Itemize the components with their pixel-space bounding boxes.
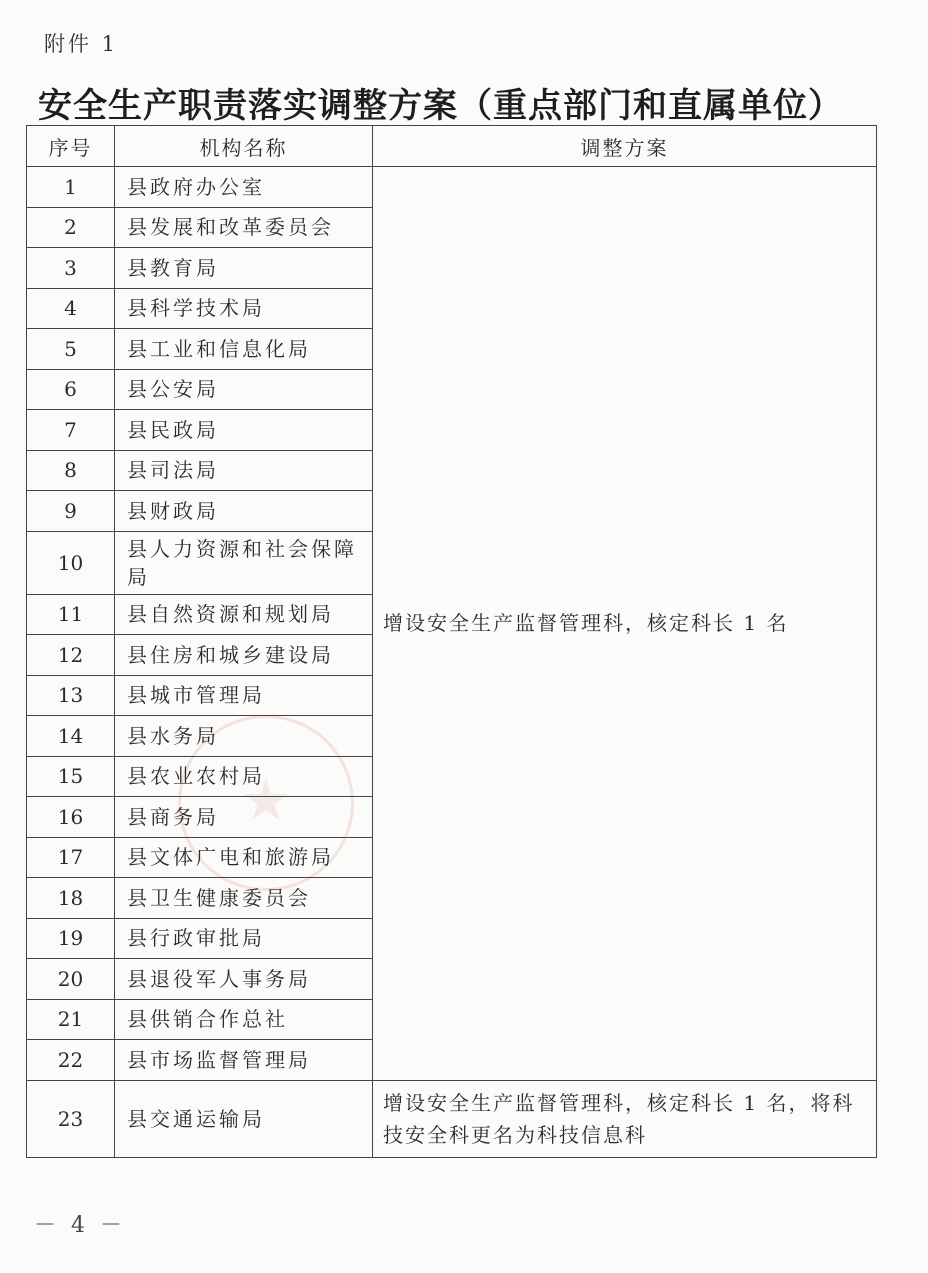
row-serial-no: 16 [27,797,115,838]
row-org-name: 县科学技术局 [115,288,373,329]
header-org-name: 机构名称 [115,126,373,167]
shared-plan-cell: 增设安全生产监督管理科，核定科长 1 名 [373,167,877,1081]
row-serial-no: 1 [27,167,115,208]
table-row [27,1080,877,1157]
row-org-name: 县交通运输局 [115,1080,373,1157]
row-serial-no: 17 [27,837,115,878]
row-org-name: 县退役军人事务局 [115,959,373,1000]
row-serial-no: 12 [27,635,115,676]
row-org-name: 县司法局 [115,450,373,491]
page-title: 安全生产职责落实调整方案（重点部门和直属单位） [38,86,843,126]
row-org-name: 县行政审批局 [115,918,373,959]
row-org-name: 县财政局 [115,491,373,532]
row-serial-no: 19 [27,918,115,959]
row-serial-no: 13 [27,675,115,716]
row-serial-no: 18 [27,878,115,919]
row-org-name: 县政府办公室 [115,167,373,208]
row-serial-no: 11 [27,594,115,635]
row-serial-no: 9 [27,491,115,532]
row-org-name: 县市场监督管理局 [115,1040,373,1081]
row-serial-no: 20 [27,959,115,1000]
row-org-name: 县商务局 [115,797,373,838]
row-org-name: 县城市管理局 [115,675,373,716]
attachment-label: 附件 1 [44,32,119,56]
row-org-name: 县工业和信息化局 [115,329,373,370]
row-serial-no: 10 [27,531,115,594]
table-row [27,167,877,208]
row-serial-no: 7 [27,410,115,451]
row-org-name: 县自然资源和规划局 [115,594,373,635]
table-header-row [27,126,877,167]
row-org-name: 县住房和城乡建设局 [115,635,373,676]
row-org-name: 县公安局 [115,369,373,410]
row-org-name: 县教育局 [115,248,373,289]
row-serial-no: 15 [27,756,115,797]
header-serial-no: 序号 [27,126,115,167]
row-org-name: 县发展和改革委员会 [115,207,373,248]
row-serial-no: 2 [27,207,115,248]
row-serial-no: 5 [27,329,115,370]
row-org-name: 县人力资源和社会保障局 [115,531,373,594]
row-serial-no: 21 [27,999,115,1040]
row-org-name: 县农业农村局 [115,756,373,797]
row-serial-no: 22 [27,1040,115,1081]
row-org-name: 县卫生健康委员会 [115,878,373,919]
row-serial-no: 8 [27,450,115,491]
header-plan: 调整方案 [373,126,877,167]
row-serial-no: 14 [27,716,115,757]
row-org-name: 县文体广电和旅游局 [115,837,373,878]
row-serial-no: 3 [27,248,115,289]
adjustment-plan-table [26,125,877,1158]
row-serial-no: 4 [27,288,115,329]
row-org-name: 县供销合作总社 [115,999,373,1040]
row23-plan-cell: 增设安全生产监督管理科，核定科长 1 名，将科技安全科更名为科技信息科 [373,1080,877,1157]
row-serial-no: 23 [27,1080,115,1157]
page-number: － 4 － [34,1213,126,1238]
row-serial-no: 6 [27,369,115,410]
row-org-name: 县水务局 [115,716,373,757]
row-org-name: 县民政局 [115,410,373,451]
